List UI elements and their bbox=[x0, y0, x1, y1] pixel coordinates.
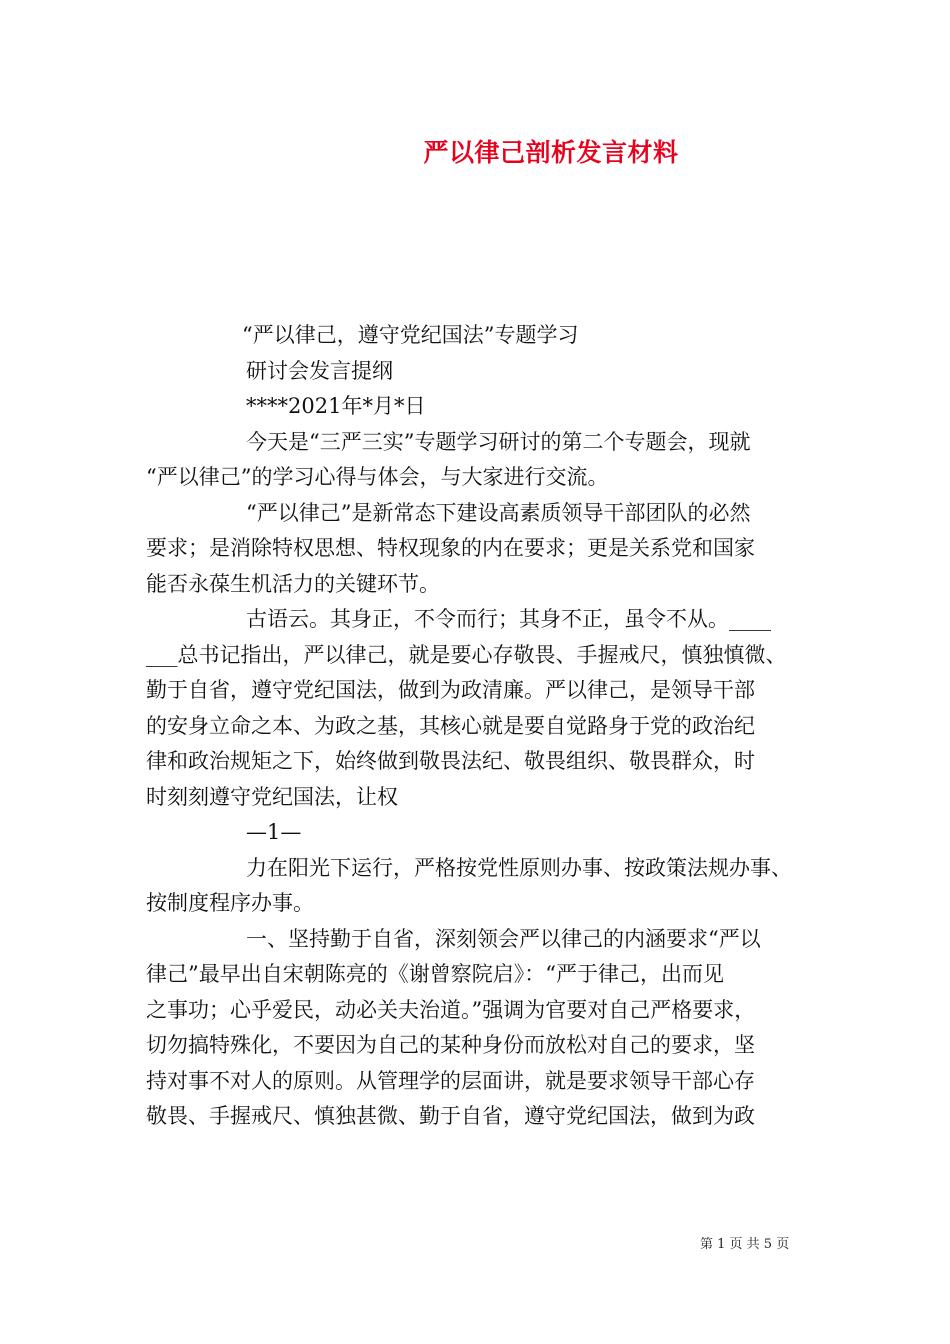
body-line: 切勿搞特殊化，不要因为自己的某种身份而放松对自己的要求，坚 bbox=[146, 1033, 755, 1057]
body-line: 的安身立命之本、为政之基，其核心就是要自觉路身于党的政治纪 bbox=[146, 713, 755, 738]
document-body bbox=[146, 318, 824, 1135]
body-line: 能否永葆生机活力的关键环节。 bbox=[146, 571, 440, 596]
document-title: 严以律己剖析发言材料 bbox=[423, 138, 679, 167]
body-line: 古语云。其身正，不令而行；其身不正，虽令不从。____ bbox=[246, 607, 771, 631]
body-line: 时刻刻遵守党纪国法，让权 bbox=[146, 784, 398, 809]
body-line: ****2021年*月*日 bbox=[246, 394, 426, 418]
body-line: 律和政治规矩之下，始终做到敬畏法纪、敬畏组织、敬畏群众，时 bbox=[146, 749, 755, 773]
body-line: “严以律己”是新常态下建设高素质领导干部团队的必然 bbox=[246, 500, 751, 525]
body-line: 研讨会发言提纲 bbox=[246, 358, 393, 383]
page-footer: 第 1 页 共 5 页 bbox=[700, 1237, 790, 1252]
body-line: 今天是“三严三实”专题学习研讨的第二个专题会，现就 bbox=[246, 429, 751, 454]
body-line: 律己”最早出自宋朝陈亮的《谢曾察院启》：“严于律己，出而见 bbox=[146, 962, 724, 986]
body-line: 之事功；心乎爱民，动必关夫治道。”强调为官要对自己严格要求， bbox=[146, 997, 756, 1022]
body-line: “严以律己，遵守党纪国法”专题学习 bbox=[242, 323, 579, 347]
body-line: ___总书记指出，严以律己，就是要心存敬畏、手握戒尺，慎独慎微、 bbox=[146, 642, 787, 667]
body-line: 敬畏、手握戒尺、慎独甚微、勤于自省，遵守党纪国法，做到为政 bbox=[146, 1104, 755, 1128]
body-line: 按制度程序办事。 bbox=[146, 891, 314, 915]
body-line: 一、坚持勤于自省，深刻领会严以律己的内涵要求“严以 bbox=[246, 926, 761, 951]
body-line: 要求；是消除特权思想、特权现象的内在要求；更是关系党和国家 bbox=[146, 536, 755, 560]
page-marker: —1— bbox=[246, 820, 302, 844]
body-line: “严以律己”的学习心得与体会，与大家进行交流。 bbox=[146, 465, 609, 489]
body-line: 勤于自省，遵守党纪国法，做到为政清廉。严以律己，是领导干部 bbox=[146, 678, 755, 702]
body-line: 持对事不对人的原则。从管理学的层面讲，就是要求领导干部心存 bbox=[146, 1068, 755, 1093]
body-line: 力在阳光下运行，严格按党性原则办事、按政策法规办事、 bbox=[246, 855, 792, 880]
